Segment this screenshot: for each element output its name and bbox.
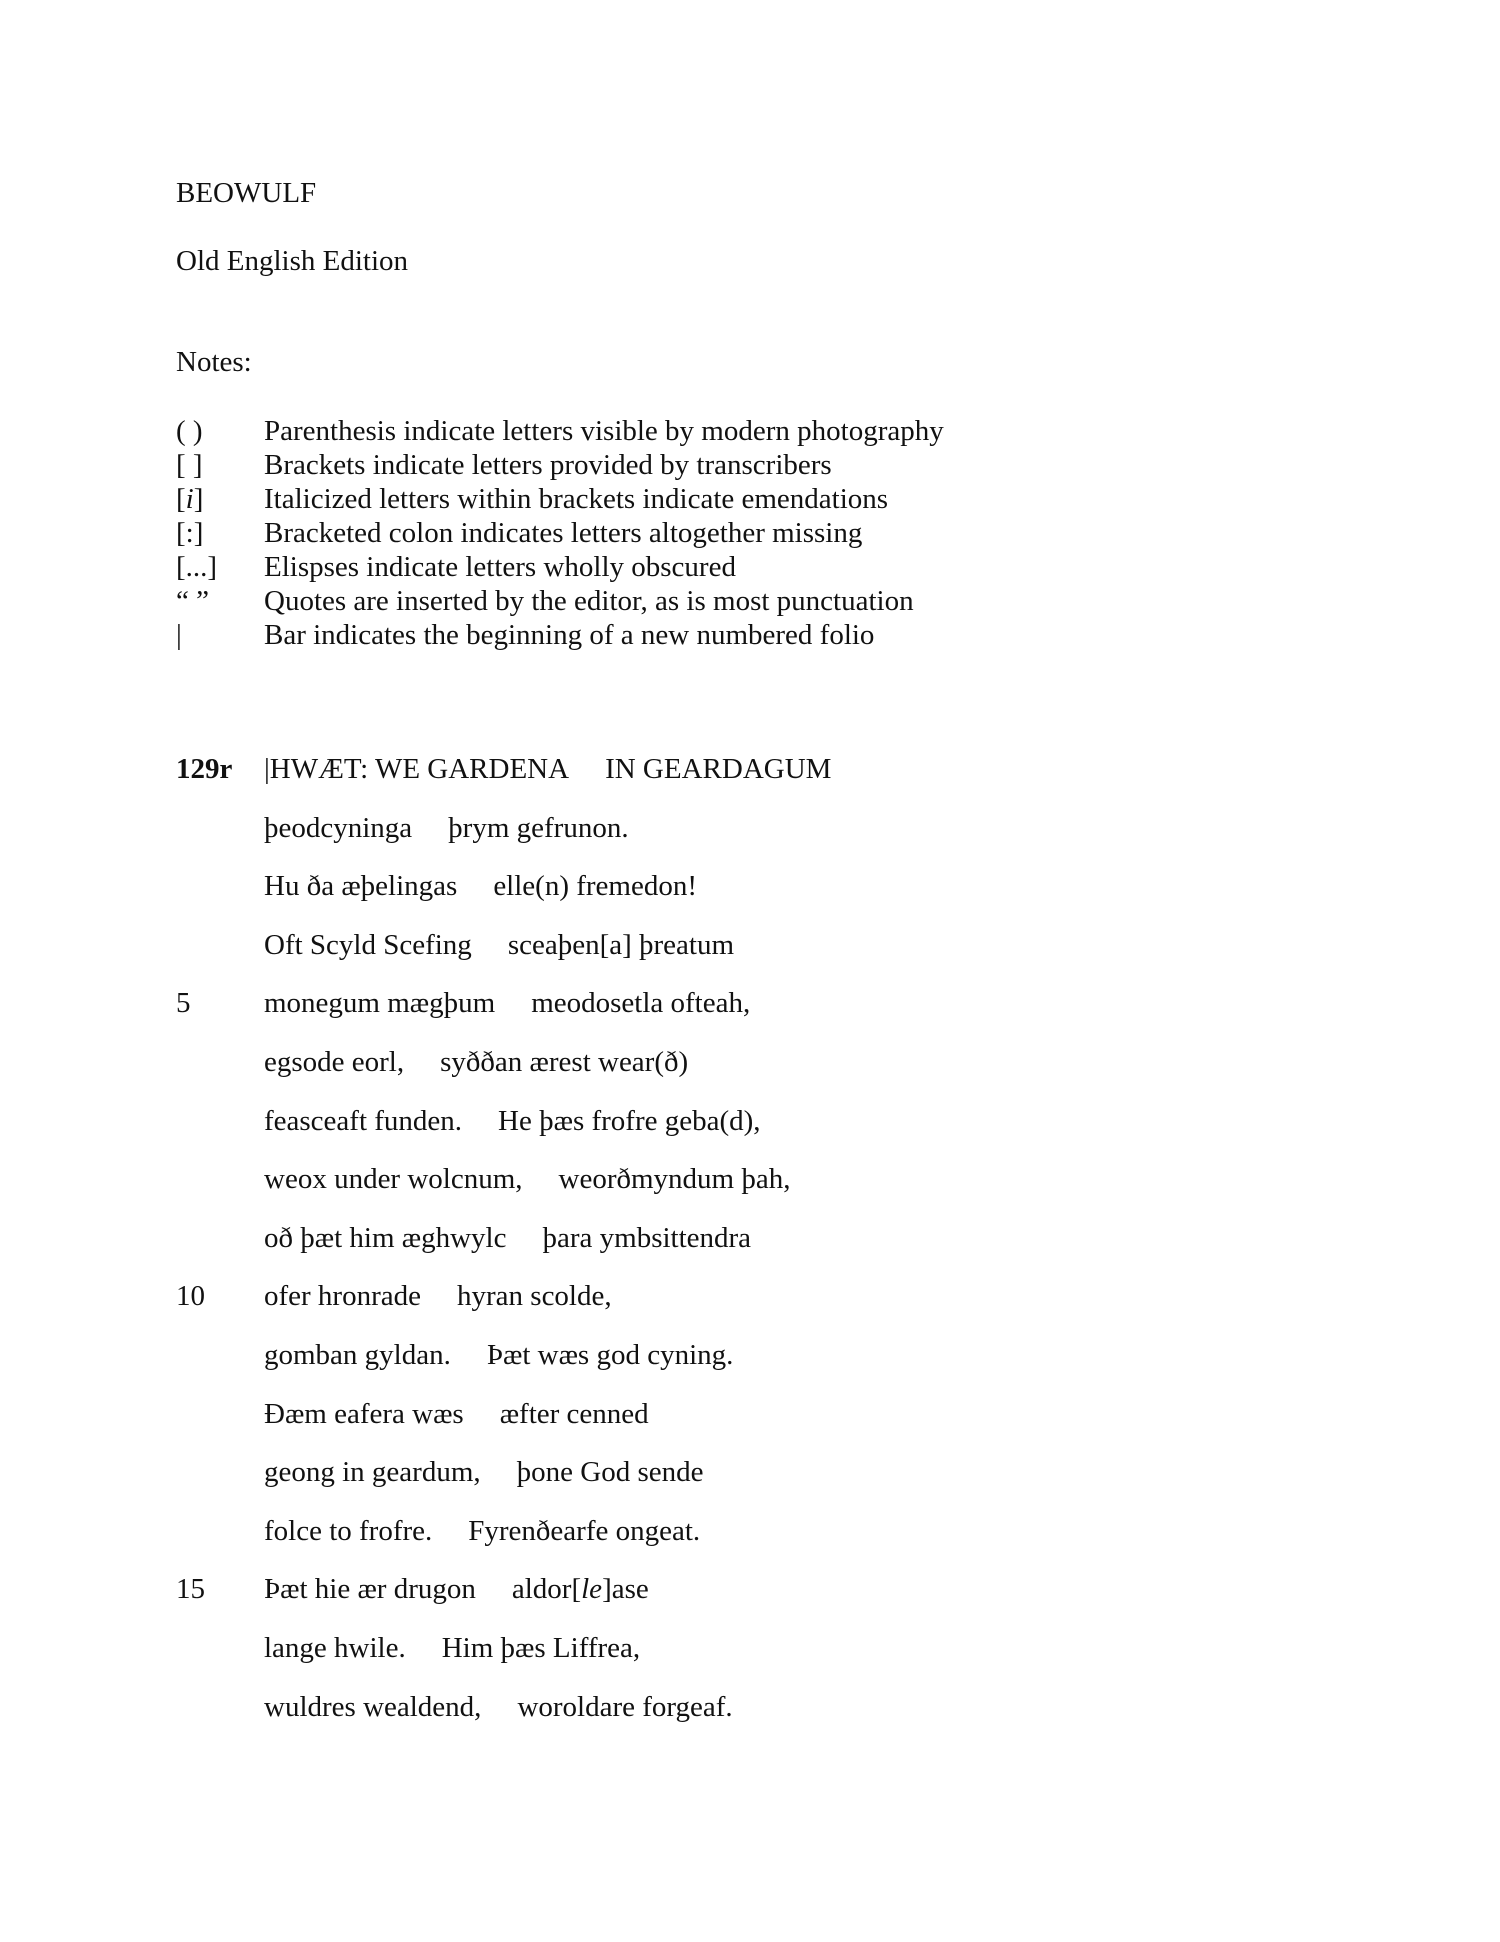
document-subtitle: Old English Edition — [176, 245, 408, 277]
verse-half-lines — [264, 1690, 733, 1724]
verse-second-half: IN GEARDAGUM — [605, 753, 832, 785]
verse-second-half: Him þæs Liffrea, — [441, 1631, 641, 1664]
verse-second-half: He þæs frofre geba(d), — [498, 1104, 761, 1137]
verse-half-lines — [264, 1045, 688, 1079]
verse-first-half: wuldres wealdend, — [264, 1690, 482, 1723]
note-symbol-italic: i — [185, 483, 194, 515]
note-symbol: [:] — [176, 517, 204, 549]
emendation-italic: le — [581, 1573, 603, 1606]
verse-half-lines — [264, 1221, 751, 1255]
verse-first-half: þeodcyninga — [264, 811, 413, 844]
note-text: Brackets indicate letters provided by transcribers — [264, 449, 832, 481]
verse-half-lines — [264, 752, 831, 786]
note-text: Quotes are inserted by the editor, as is most punctuation — [264, 585, 914, 617]
verse-second-half-post: ]ase — [602, 1573, 649, 1606]
note-symbol: [...] — [176, 551, 218, 583]
verse-second-half: þone God sende — [516, 1456, 704, 1489]
verse-half-lines — [264, 928, 734, 962]
note-symbol-close: ] — [193, 483, 204, 515]
verse-first-half: Hu ða æþelingas — [264, 870, 458, 903]
note-symbol-open: [ — [176, 483, 186, 515]
verse-first-half: oð þæt him æghwylc — [264, 1221, 507, 1254]
folio-marker: 129r — [176, 753, 233, 785]
verse-second-half: þrym gefrunon. — [448, 811, 629, 844]
document-title: BEOWULF — [176, 177, 317, 209]
verse-half-lines — [264, 1279, 612, 1313]
verse-first-half: gomban gyldan. — [264, 1338, 451, 1371]
verse-half-lines — [264, 811, 629, 845]
verse-half-lines — [264, 1338, 733, 1372]
line-number: 15 — [176, 1573, 205, 1606]
verse-first-half: weox under wolcnum, — [264, 1163, 523, 1196]
verse-second-half: elle(n) fremedon! — [493, 870, 698, 903]
verse-first-half: |HWÆT: WE GARDENA — [264, 753, 570, 785]
note-symbol: | — [176, 619, 182, 651]
note-symbol: ( ) — [176, 415, 203, 447]
verse-half-lines — [264, 1104, 761, 1138]
verse-half-lines — [264, 1514, 700, 1548]
verse-second-half: Fyrenðearfe ongeat. — [468, 1514, 701, 1547]
verse-half-lines — [264, 1162, 791, 1196]
verse-second-half: syððan ærest wear(ð) — [440, 1045, 689, 1078]
verse-second-half: sceaþen[a] þreatum — [507, 928, 735, 961]
note-symbol: [ ] — [176, 449, 203, 481]
note-text: Italicized letters within brackets indicate emendations — [264, 483, 889, 515]
verse-second-half: hyran scolde, — [457, 1280, 612, 1313]
verse-first-half: monegum mægþum — [264, 987, 496, 1020]
verse-first-half: egsode eorl, — [264, 1045, 405, 1078]
verse-half-lines — [264, 1397, 649, 1431]
line-number: 5 — [176, 987, 191, 1020]
verse-second-half: þara ymbsittendra — [542, 1221, 752, 1254]
verse-half-lines — [264, 1572, 649, 1606]
verse-second-half: woroldare forgeaf. — [517, 1690, 733, 1723]
verse-first-half: feasceaft funden. — [264, 1104, 463, 1137]
verse-first-half: folce to frofre. — [264, 1514, 433, 1547]
note-text: Bar indicates the beginning of a new numbered folio — [264, 619, 875, 651]
note-symbol — [176, 482, 261, 516]
verse-first-half: ofer hronrade — [264, 1280, 421, 1313]
verse-half-lines — [264, 986, 750, 1020]
note-text: Elispses indicate letters wholly obscured — [264, 551, 736, 583]
verse-first-half: lange hwile. — [264, 1631, 406, 1664]
note-symbol: “ ” — [176, 585, 209, 617]
verse-second-half: Þæt wæs god cyning. — [486, 1338, 734, 1371]
verse-second-half: æfter cenned — [499, 1397, 649, 1430]
verse-first-half: geong in geardum, — [264, 1456, 481, 1489]
note-text: Bracketed colon indicates letters altogether missing — [264, 517, 863, 549]
notes-heading: Notes: — [176, 346, 252, 378]
note-text: Parenthesis indicate letters visible by modern photography — [264, 415, 944, 447]
verse-second-half: weorðmyndum þah, — [558, 1163, 791, 1196]
line-number: 10 — [176, 1280, 205, 1313]
verse-second-half: meodosetla ofteah, — [531, 987, 751, 1020]
verse-half-lines — [264, 1631, 640, 1665]
verse-first-half: Þæt hie ær drugon — [264, 1573, 476, 1606]
verse-first-half: Ðæm eafera wæs — [264, 1397, 464, 1430]
verse-half-lines — [264, 1455, 703, 1489]
verse-first-half: Oft Scyld Scefing — [264, 928, 472, 961]
verse-second-half-pre: aldor[ — [511, 1573, 582, 1606]
verse-second-half — [512, 1573, 649, 1605]
verse-half-lines — [264, 869, 697, 903]
